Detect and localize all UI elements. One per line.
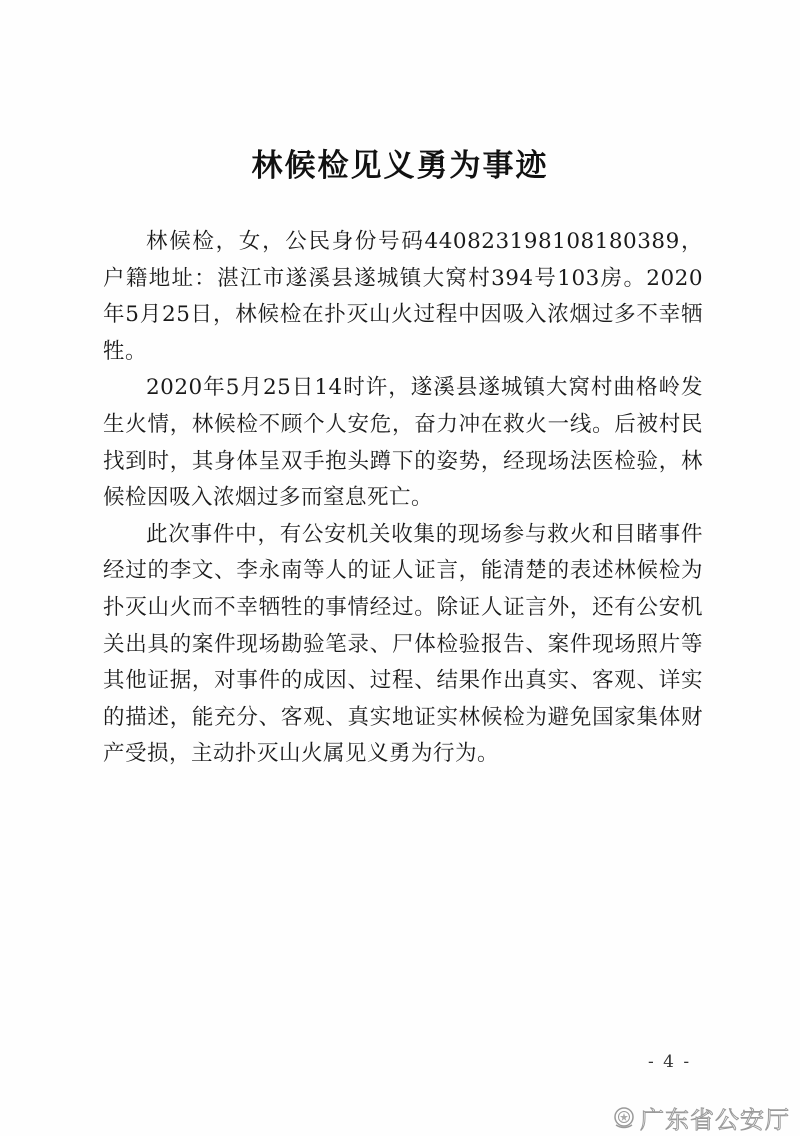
document-body [103,224,703,773]
paragraph-incident: 2020年5月25日14时许，遂溪县遂城镇大窝村曲格岭发生火情，林候检不顾个人安危，奋力冲在救火一线。后被村民找到时，其身体呈双手抱头蹲下的姿势，经现场法医检验，林候检因吸入浓烟过多而窒息死亡。 [103,375,703,511]
police-emblem-icon [612,1106,636,1130]
page-number: - 4 - [648,1052,692,1072]
paragraph-evidence: 此次事件中，有公安机关收集的现场参与救火和目睹事件经过的李文、李永南等人的证人证言，能清楚的表述林候检为扑灭山火而不幸牺牲的事情经过。除证人证言外，还有公安机关出具的案件现场勘验笔录、尸体检验报告、案件现场照片等其他证据，对事件的成因、过程、结果作出真实、客观、详实的描述，能充分、客观、真实地证实林候检为避免国家集体财产受损，主动扑灭山火属见义勇为行为。 [103,521,703,767]
watermark-text: 广东省公安厅 [640,1106,790,1134]
document-title: 林候检见义勇为事迹 [251,148,549,184]
paragraph-identity: 林候检，女，公民身份号码440823198108180389，户籍地址：湛江市遂溪县遂城镇大窝村394号103房。2020年5月25日，林候检在扑灭山火过程中因吸入浓烟过多不幸牺牲。 [103,229,703,364]
watermark [612,1100,790,1135]
